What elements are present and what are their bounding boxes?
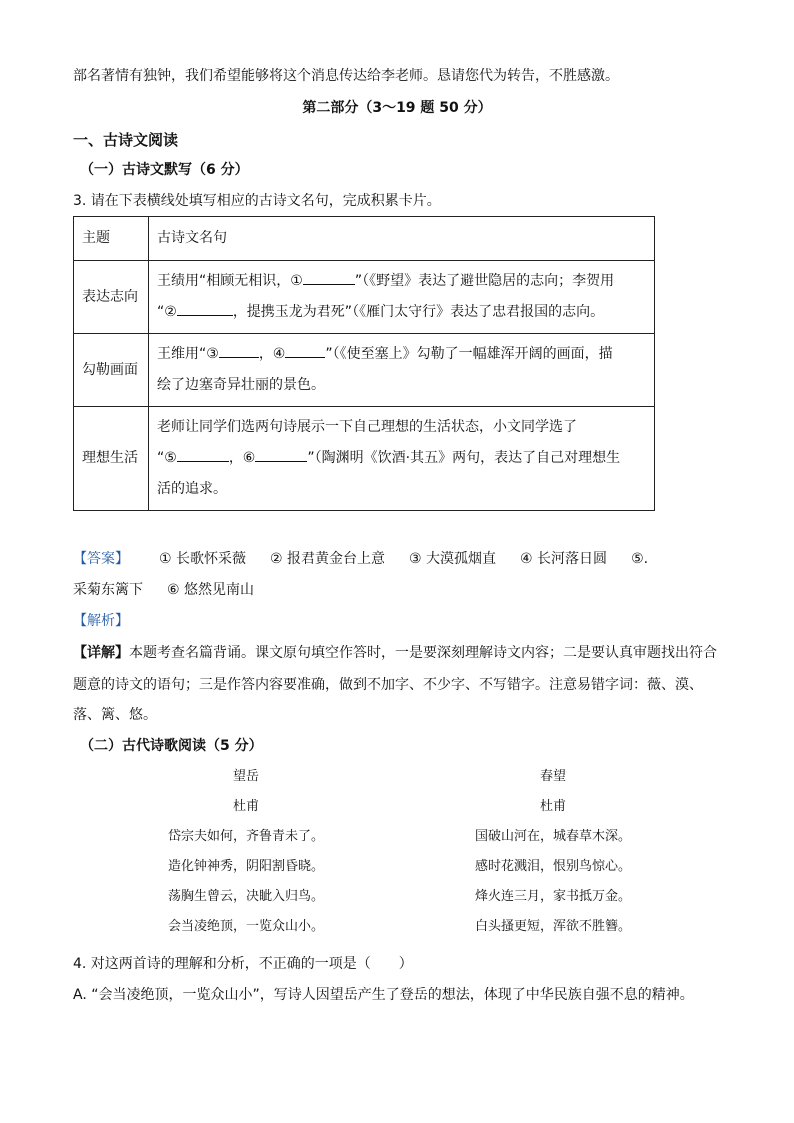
poem-line: 国破山河在，城春草木深。 [474,829,631,844]
poem-line: 岱宗夫如何，齐鲁青未了。 [167,829,324,844]
answer-tag: 【答案】 [73,551,129,567]
blank-6 [255,447,307,462]
answer-item: ④ 长河落日圆 [520,551,608,567]
answer-line [73,549,648,569]
analysis-tag: 【解析】 [73,613,129,629]
answer-item: ① 长歌怀采薇 [159,551,247,567]
detail-text: 本题考查名篇背诵。课文原句填空作答时，一是要深刻理解诗文内容；二是要认真审题找出符合 [129,645,717,661]
blank-3 [219,343,259,358]
subsection-heading-dictation: （一）古诗文默写（6 分） [80,162,249,178]
row-text: 王绩用“相顾无相识，① [157,273,303,289]
poem-author: 杜甫 [232,799,259,814]
row-text: ”（《使至塞上》勾勒了一幅雄浑开阔的画面，描 [325,346,613,362]
blank-5 [177,447,229,462]
answer-item: ③ 大漠孤烟直 [409,551,497,567]
poem-line: 会当凌绝顶，一览众山小。 [167,919,324,934]
poem-line: 烽火连三月，家书抵万金。 [474,889,631,904]
poem-title: 春望 [539,769,566,784]
poem-line: 白头搔更短，浑欲不胜簪。 [474,919,631,934]
question-4-option-a: A. “会当凌绝顶，一览众山小”，写诗人因望岳产生了登岳的想法，体现了中华民族自强不息的精神。 [73,987,694,1003]
poem-line: 造化钟神秀，阴阳割昏晓。 [167,859,324,874]
subsection-heading-poem-reading: （二）古代诗歌阅读（5 分） [80,738,263,754]
answer-item: ⑤. [631,551,649,567]
row-text: “② [157,304,177,320]
table-header-theme: 主题 [74,217,149,261]
row-text: 王维用“③ [157,346,219,362]
row-text: 绘了边塞奇异壮丽的景色。 [157,377,325,393]
row-text: ”（《野望》表达了避世隐居的志向；李贺用 [354,273,615,289]
answer-item: 采菊东篱下 [73,582,143,598]
row-text: 老师让同学们选两句诗展示一下自己理想的生活状态，小文同学选了 [157,419,577,435]
table-header-quotes: 古诗文名句 [149,217,655,261]
table-row [74,334,655,407]
poem-author: 杜甫 [539,799,566,814]
row-text: ，提携玉龙为君死”（《雁门太守行》表达了忠君报国的志向。 [232,304,605,320]
row-text: ，④ [258,346,286,362]
question-3-stem: 3. 请在下表横线处填写相应的古诗文名句，完成积累卡片。 [73,193,441,209]
answer-item: ⑥ 悠然见南山 [167,582,255,598]
poem-line: 荡胸生曾云，决眦入归鸟。 [167,889,324,904]
table-row [74,407,655,511]
row-text: ，⑥ [228,450,256,466]
poem-title: 望岳 [232,769,259,784]
poem-wangyue [116,762,376,942]
poem-line: 感时花溅泪，恨别鸟惊心。 [474,859,631,874]
poem-chunwang [423,762,683,942]
theme-cell: 勾勒画面 [74,334,149,407]
theme-cell: 表达志向 [74,261,149,334]
accumulation-card-table [73,216,655,511]
theme-cell: 理想生活 [74,407,149,511]
question-4-stem: 4. 对这两首诗的理解和分析，不正确的一项是（ ） [73,956,413,972]
detail-line-1 [73,643,717,663]
quote-cell [149,334,655,407]
blank-1 [303,270,355,285]
blank-4 [285,343,325,358]
quote-cell [149,261,655,334]
detail-line-2: 题意的诗文的语句；三是作答内容要准确，做到不加字、不少字、不写错字。注意易错字词：薇、漠、 [73,677,703,693]
blank-2 [177,301,233,316]
quote-cell [149,407,655,511]
answer-item: ② 报君黄金台上意 [270,551,386,567]
table-row [74,261,655,334]
row-text: “⑤ [157,450,177,466]
detail-tag: 【详解】 [73,645,129,661]
detail-line-3: 落、篱、悠。 [73,707,157,723]
row-text: 活的追求。 [157,481,227,497]
row-text: ”（陶渊明《饮酒·其五》两句，表达了自己对理想生 [307,450,621,466]
intro-line: 部名著情有独钟，我们希望能够将这个消息传达给李老师。恳请您代为转告，不胜感激。 [73,68,619,84]
answer-line-2 [73,580,254,600]
section-heading-poetry: 一、古诗文阅读 [73,131,179,149]
part-heading: 第二部分（3～19 题 50 分） [302,100,492,116]
